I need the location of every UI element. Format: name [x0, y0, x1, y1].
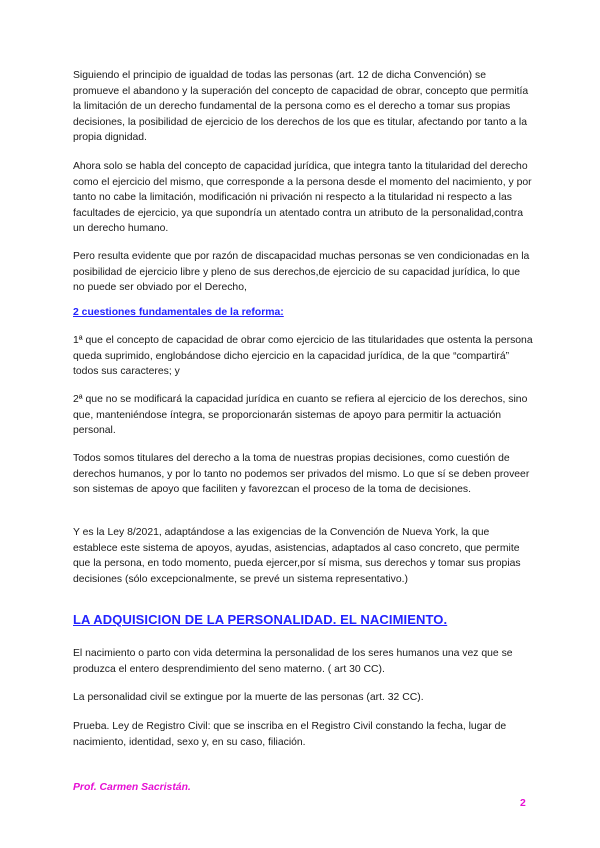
paragraph-second-question: 2ª que no se modificará la capacidad jurídica en cuanto se refiera al ejercicio de los derechos, sino que, manteniéndose íntegra, se proporcionarán sistemas de apoyo para permitir la actuación personal. — [73, 394, 528, 437]
paragraph-first-question: 1ª que el concepto de capacidad de obrar como ejercicio de las titularidades que ostenta la persona queda suprimido, englobándose dicho ejercicio en la capacidad jurídica, de la que “compartirá” todos sus caracteres; y — [73, 335, 533, 378]
paragraph-disability-conditions: Pero resulta evidente que por razón de discapacidad muchas personas se ven condicionadas en la posibilidad de ejercicio libre y pleno de sus derechos,de ejercicio de su capacidad jurídica, lo que no puede ser obviado por el Derecho, — [73, 251, 530, 294]
paragraph-legal-capacity: Ahora solo se habla del concepto de capacidad jurídica, que integra tanto la titularidad del derecho como el ejercicio del mismo, que corresponde a la persona desde el momento del nacimiento, y por tanto no cabe la limitación, modificación ni privación ni respecto a la titularidad ni respecto a las facultades de ejercicio, ya que supondría un atentado contra un atributo de la personalidad,contra un derecho humano. — [73, 161, 532, 235]
paragraph-law-8-2021: Y es la Ley 8/2021, adaptándose a las exigencias de la Convención de Nueva York, la que establece este sistema de apoyos, ayudas, asistencias, adaptados al caso concreto, que permite que la persona, en todo momento, pueda ejercer,por sí misma, sus derechos y tomar sus propias decisiones (sólo excepcionalmente, se prevé un sistema representativo.) — [73, 527, 521, 585]
paragraph-civil-registry: Prueba. Ley de Registro Civil: que se inscriba en el Registro Civil constando la fecha, lugar de nacimiento, identidad, sexo y, en su caso, filiación. — [73, 721, 507, 748]
paragraph-equality-principle: Siguiendo el principio de igualdad de todas las personas (art. 12 de dicha Convención) se promueve el abandono y la superación del concepto de capacidad de obrar, concepto que permitía la limitación de un derecho fundamental de la persona como es el derecho a tomar sus propias decisiones, la posibilidad de ejercicio de los derechos de los que es titular, afectando por tanto a la propia dignidad. — [73, 70, 529, 144]
reform-questions-heading[interactable]: 2 cuestiones fundamentales de la reforma: — [73, 307, 284, 318]
chapter-title[interactable]: LA ADQUISICION DE LA PERSONALIDAD. EL NACIMIENTO. — [73, 612, 448, 627]
paragraph-human-rights: Todos somos titulares del derecho a la toma de nuestras propias decisiones, como cuestión de derechos humanos, y por lo tanto no podemos ser privados del mismo. Lo que sí se deben proveer son sistemas de apoyo que faciliten y favorezcan el proceso de la toma de decisiones. — [73, 453, 530, 496]
paragraph-birth: El nacimiento o parto con vida determina la personalidad de los seres humanos una vez que se produzca el entero desprendimiento del seno materno. ( art 30 CC). — [73, 648, 513, 675]
author-signature: Prof. Carmen Sacristán. — [73, 782, 191, 793]
paragraph-death: La personalidad civil se extingue por la muerte de las personas (art. 32 CC). — [73, 692, 424, 703]
page-number: 2 — [520, 798, 526, 809]
